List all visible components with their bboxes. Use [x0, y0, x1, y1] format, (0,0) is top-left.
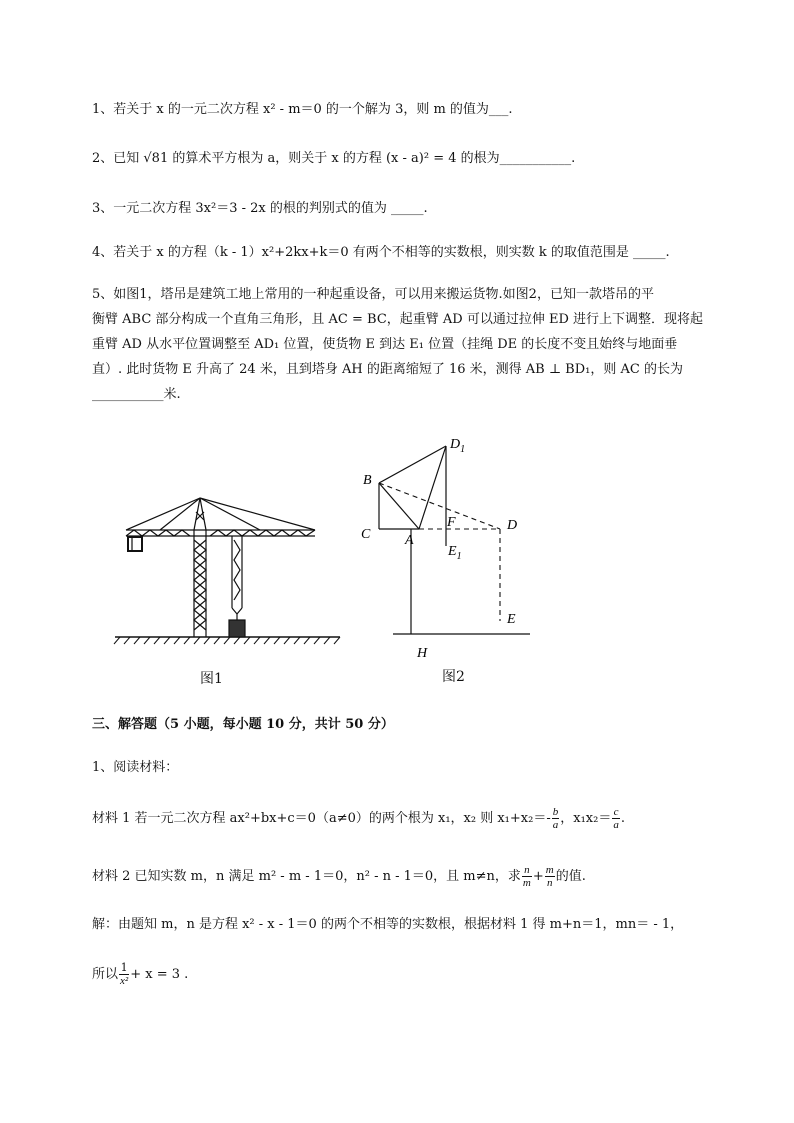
question-5-line-4: 直）. 此时货物 E 升高了 24 米，且到塔身 AH 的距离缩短了 16 米，测得 AB ⊥ BD₁，则 AC 的长为 — [92, 362, 683, 377]
figure-1-crane — [110, 490, 350, 655]
label-c: C — [361, 527, 371, 542]
material-1: 材料 1 若一元二次方程 ax²+bx+c＝0（a≠0）的两个根为 x₁，x₂ 则 x₁+x₂＝- $\frac{b}{a}$ ，x₁x₂＝ $\frac{c}{a}$ . — [92, 806, 625, 831]
material-2: 材料 2 已知实数 m，n 满足 m² - m - 1＝0，n² - n - 1＝0，且 m≠n，求 $\frac{n}{m}$ + $\frac{m}{n}$ 的值. — [92, 864, 586, 889]
question-1: 1、若关于 x 的一元二次方程 x² - m＝0 的一个解为 3，则 m 的值为___. — [92, 102, 513, 117]
label-h: H — [417, 646, 428, 661]
solution: 解：由题知 m，n 是方程 x² - x - 1＝0 的两个不相等的实数根，根据材料 1 得 m+n＝1，mn＝ - 1， — [92, 917, 684, 932]
conclusion: 所以 $\frac{1}{\text{x²}}$ + x = 3 . — [92, 961, 189, 987]
material-1-text: 材料 1 若一元二次方程 ax²+bx+c＝0（a≠0）的两个根为 x₁，x₂ 则 x₁+x₂＝ — [92, 811, 547, 826]
question-5-line-3: 重臂 AD 从水平位置调整至 AD₁ 位置，使货物 E 到达 E₁ 位置（挂绳 DE 的长度不变且始终与地面垂 — [92, 337, 678, 352]
material-2-text: 材料 2 已知实数 m，n 满足 m² - m - 1＝0，n² - n - 1＝0，且 m≠n，求 — [92, 869, 521, 884]
fraction-b-over-a: $\frac{b}{a}$ — [552, 806, 559, 831]
question-5-line-1: 5、如图1，塔吊是建筑工地上常用的一种起重设备，可以用来搬运货物.如图2，已知一款塔吊的平 — [92, 287, 654, 302]
question-5 — [92, 282, 722, 407]
fraction-1-over-x2: $\frac{1}{\text{x²}}$ — [120, 961, 129, 987]
question-4: 4、若关于 x 的方程（k - 1）x²+2kx+k＝0 有两个不相等的实数根，则实数 k 的取值范围是 _____. — [92, 245, 670, 260]
label-e1: $E_1$ — [448, 544, 462, 562]
question-3: 3、一元二次方程 3x²＝3 - 2x 的根的判别式的值为 _____. — [92, 201, 428, 216]
fraction-m-over-n: $\frac{m}{n}$ — [545, 864, 554, 889]
label-b: B — [363, 473, 372, 488]
question-5-line-5: ___________米. — [92, 387, 181, 402]
item-1: 1、阅读材料： — [92, 760, 179, 775]
fraction-c-over-a: $\frac{c}{a}$ — [613, 806, 619, 831]
label-e: E — [507, 612, 516, 627]
section-3-title: 三、解答题（5 小题，每小题 10 分，共计 50 分） — [92, 717, 394, 732]
figure-1-caption: 图1 — [200, 671, 223, 687]
fraction-n-over-m: $\frac{n}{m}$ — [522, 864, 531, 889]
label-a: A — [405, 533, 414, 548]
question-2: 2、已知 √81 的算术平方根为 a，则关于 x 的方程 (x - a)² = 4 的根为___________. — [92, 151, 576, 166]
figure-2-diagram — [355, 428, 550, 668]
figure-2-caption: 图2 — [442, 669, 465, 685]
material-1-mid: ，x₁x₂＝ — [560, 811, 612, 826]
question-5-line-2: 衡臂 ABC 部分构成一个直角三角形，且 AC = BC，起重臂 AD 可以通过拉伸 ED 进行上下调整．现将起 — [92, 312, 704, 327]
label-f: F — [447, 515, 456, 530]
label-d1: $D_1$ — [450, 437, 466, 455]
label-d: D — [507, 518, 518, 533]
